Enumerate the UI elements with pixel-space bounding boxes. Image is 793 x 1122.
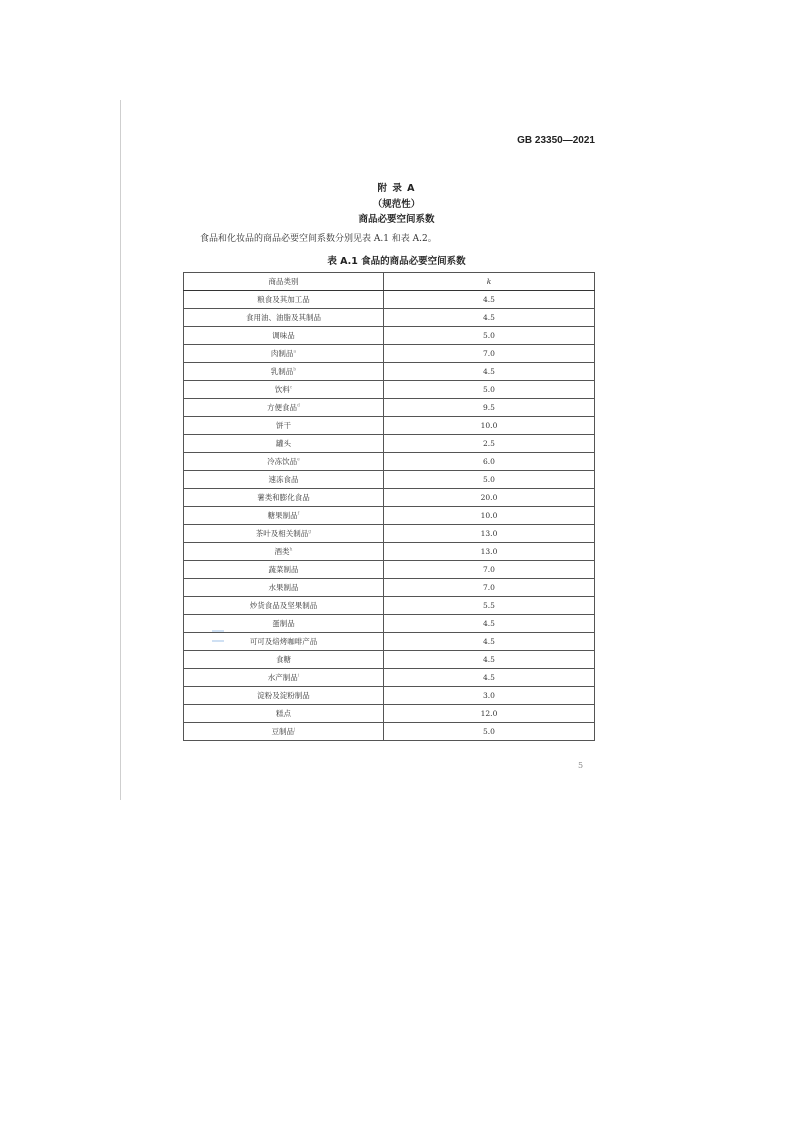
category-cell [184, 363, 384, 381]
coefficient-cell: 4.5 [384, 633, 595, 651]
category-name: 酒类 [274, 547, 290, 556]
category-cell [184, 417, 384, 435]
category-cell [184, 579, 384, 597]
category-name: 炒货食品及坚果制品 [249, 601, 318, 610]
table-row [184, 543, 595, 561]
table-row [184, 489, 595, 507]
category-name: 淀粉及淀粉制品 [257, 691, 310, 700]
category-name: 糖果制品 [267, 511, 298, 520]
category-name: 茶叶及相关制品 [255, 529, 309, 538]
coefficient-cell: 5.0 [384, 381, 595, 399]
category-name: 豆制品 [271, 727, 295, 736]
table-row [184, 453, 595, 471]
footnote-marker: a [293, 349, 297, 355]
coefficient-cell: 20.0 [384, 489, 595, 507]
table-row [184, 381, 595, 399]
page-number: 5 [578, 761, 584, 770]
category-cell [184, 399, 384, 417]
category-cell [184, 525, 384, 543]
coefficient-cell: 5.5 [384, 597, 595, 615]
category-cell [184, 453, 384, 471]
table-row [184, 579, 595, 597]
coefficient-cell: 2.5 [384, 435, 595, 453]
category-cell [184, 687, 384, 705]
category-cell [184, 597, 384, 615]
coefficient-cell: 4.5 [384, 363, 595, 381]
coefficient-cell: 4.5 [384, 651, 595, 669]
category-name: 肉制品 [270, 349, 294, 358]
table-header-row [184, 273, 595, 291]
coefficient-cell: 4.5 [384, 309, 595, 327]
category-cell [184, 309, 384, 327]
footnote-marker: b [293, 367, 297, 373]
table-row [184, 525, 595, 543]
coefficient-cell: 4.5 [384, 615, 595, 633]
coefficient-cell: 5.0 [384, 327, 595, 345]
watermark-mark [212, 630, 224, 642]
footnote-marker: f [297, 511, 300, 517]
annex-subject: 商品必要空间系数 [358, 214, 435, 225]
category-cell [184, 705, 384, 723]
category-name: 饼干 [276, 421, 291, 430]
table-row [184, 399, 595, 417]
category-name: 食糖 [276, 655, 291, 664]
footnote-marker: c [289, 385, 293, 391]
annex-type: （规范性） [372, 199, 421, 210]
coefficient-cell: 9.5 [384, 399, 595, 417]
coefficient-cell: 4.5 [384, 669, 595, 687]
coefficient-cell: 6.0 [384, 453, 595, 471]
annex-title: 附 录 A [377, 183, 416, 194]
coefficient-cell: 10.0 [384, 417, 595, 435]
coefficient-cell: 12.0 [384, 705, 595, 723]
category-name: 蛋制品 [272, 619, 295, 628]
column-header-category: 商品类别 [184, 273, 384, 291]
table-row [184, 507, 595, 525]
category-cell [184, 723, 384, 741]
category-name: 速冻食品 [268, 475, 299, 484]
footnote-marker: g [308, 529, 312, 535]
category-cell [184, 507, 384, 525]
table-row [184, 417, 595, 435]
category-cell [184, 291, 384, 309]
table-row [184, 705, 595, 723]
category-name: 方便食品 [267, 403, 298, 412]
coefficient-cell: 5.0 [384, 723, 595, 741]
coefficient-cell: 10.0 [384, 507, 595, 525]
coefficient-cell: 7.0 [384, 561, 595, 579]
category-name: 蔬菜制品 [268, 565, 299, 574]
category-name: 水果制品 [268, 583, 299, 592]
category-cell [184, 651, 384, 669]
coefficient-cell: 4.5 [384, 291, 595, 309]
table-body [184, 291, 595, 741]
category-name: 可可及焙烤咖啡产品 [249, 637, 318, 646]
category-name: 罐头 [276, 439, 291, 448]
standard-number: GB 23350—2021 [517, 135, 595, 146]
table-row [184, 363, 595, 381]
category-name: 薯类和膨化食品 [257, 493, 310, 502]
column-header-coefficient: k [384, 273, 595, 291]
coefficient-cell: 13.0 [384, 525, 595, 543]
table-row [184, 651, 595, 669]
category-cell [184, 669, 384, 687]
category-name: 冷冻饮品 [267, 457, 298, 466]
footnote-marker: d [297, 403, 300, 409]
table-row [184, 669, 595, 687]
category-name: 粮食及其加工品 [257, 295, 310, 304]
table-row [184, 633, 595, 651]
category-cell [184, 543, 384, 561]
category-cell [184, 327, 384, 345]
table-row [184, 309, 595, 327]
footnote-marker: j [294, 727, 296, 733]
table-row [184, 291, 595, 309]
category-cell [184, 435, 384, 453]
table-row [184, 561, 595, 579]
category-cell [184, 489, 384, 507]
intro-paragraph: 食品和化妆品的商品必要空间系数分别见表 A.1 和表 A.2。 [200, 234, 437, 244]
category-name: 饮料 [274, 385, 290, 394]
table-row [184, 615, 595, 633]
table-row [184, 597, 595, 615]
category-cell [184, 561, 384, 579]
category-name: 水产制品 [267, 673, 298, 682]
category-cell [184, 345, 384, 363]
category-name: 乳制品 [270, 367, 294, 376]
table-row [184, 345, 595, 363]
category-name: 糕点 [276, 709, 291, 718]
footnote-marker: h [289, 547, 293, 553]
coefficient-cell: 7.0 [384, 345, 595, 363]
table-row [184, 435, 595, 453]
table-row [184, 723, 595, 741]
category-name: 调味品 [272, 331, 295, 340]
coefficient-cell: 13.0 [384, 543, 595, 561]
category-cell [184, 471, 384, 489]
table-row [184, 471, 595, 489]
coefficient-cell: 5.0 [384, 471, 595, 489]
coefficient-table [183, 272, 595, 741]
category-name: 食用油、油脂及其制品 [246, 313, 321, 322]
table-caption: 表 A.1 食品的商品必要空间系数 [327, 256, 466, 267]
table-row [184, 687, 595, 705]
table-row [184, 327, 595, 345]
coefficient-cell: 7.0 [384, 579, 595, 597]
footnote-marker: e [297, 457, 300, 463]
footnote-marker: i [297, 673, 300, 679]
category-cell [184, 381, 384, 399]
coefficient-cell: 3.0 [384, 687, 595, 705]
